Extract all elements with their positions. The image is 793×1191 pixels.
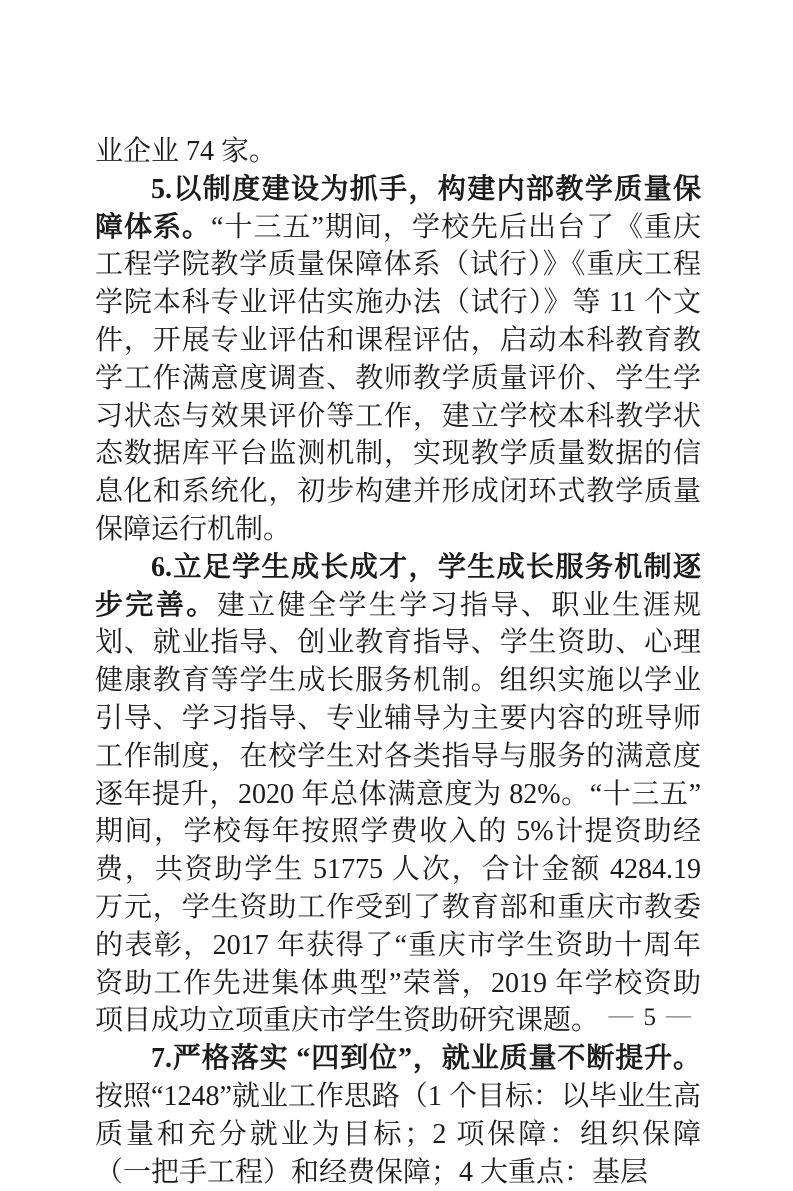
- paragraph-text: 业企业 74 家。: [95, 136, 278, 167]
- paragraph-text: 建立健全学生学习指导、职业生涯规划、就业指导、创业教育指导、学生资助、心理健康教育等学生成长服务机制。组织实施以学业引导、学习指导、专业辅导为主要内容的班导师工作制度，在校学生对各类指导与服务的满意度逐年提升，2020 年总体满意度为 82%。“十三五”期间，学校每年按照学费收入的 5%计提资助经费，共资助学生 51775 人次，合计金额 4284.19 万元，学生资助工作受到了教育部和重庆市教委的表彰，2017 年获得了“重庆市学生资助十周年资助工作先进集体典型”荣誉，2019 年学校资助项目成功立项重庆市学生资助研究课题。: [95, 589, 701, 1037]
- page-number-dash-right: —: [666, 1002, 691, 1029]
- paragraph-lead-bold: 7.严格落实 “四到位”，就业质量不断提升。: [151, 1043, 701, 1075]
- paragraph-lead-bold: 6.立足学生成长成才，学生成长服务机制逐步完善。: [95, 551, 701, 621]
- page-number: 5: [643, 1004, 656, 1031]
- paragraph-item-7: [95, 1040, 701, 1191]
- paragraph-item-6: [95, 549, 701, 1040]
- paragraph-text: 按照“1248”就业工作思路（1 个目标：以毕业生高质量和充分就业为目标；2 项保障：组织保障（一把手工程）和经费保障；4 大重点：基层: [95, 1080, 701, 1188]
- paragraph-continuation: [95, 133, 701, 171]
- paragraph-text: “十三五”期间，学校先后出台了《重庆工程学院教学质量保障体系（试行）》《重庆工程学院本科专业评估实施办法（试行）》等 11 个文件，开展专业评估和课程评估，启动本科教育教学工作满意度调查、教师教学质量评价、学生学习状态与效果评价等工作，建立学校本科教学状态数据库平台监测机制，实现教学质量数据的信息化和系统化，初步构建并形成闭环式教学质量保障运行机制。: [95, 211, 701, 545]
- paragraph-lead-bold: 5.以制度建设为抓手，构建内部教学质量保障体系。: [95, 173, 701, 243]
- paragraph-item-5: [95, 171, 701, 549]
- page-number-dash-left: —: [608, 1002, 634, 1029]
- page-footer: [609, 1003, 692, 1033]
